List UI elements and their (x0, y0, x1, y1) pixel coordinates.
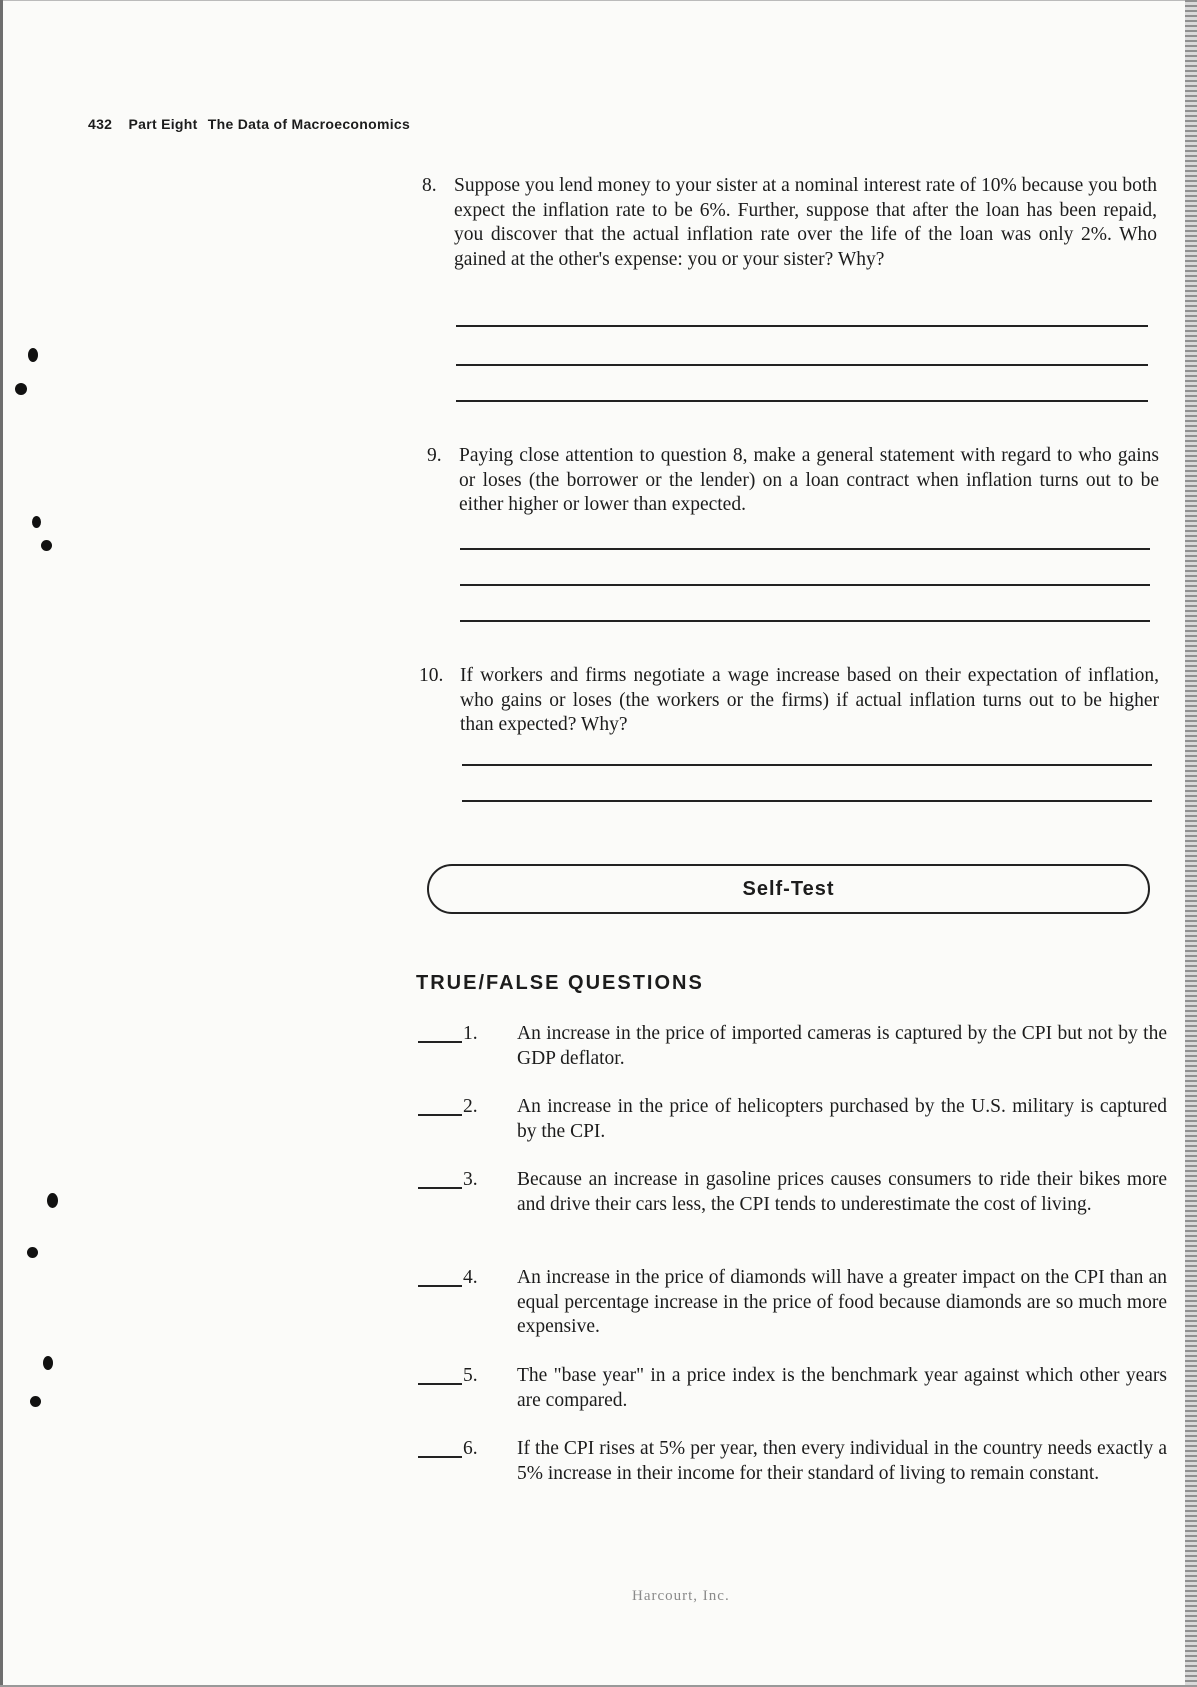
question-number: 9. (427, 445, 442, 466)
true-false-heading: TRUE/FALSE QUESTIONS (416, 972, 704, 994)
punch-hole (30, 1396, 41, 1407)
answer-line[interactable] (462, 800, 1152, 802)
punch-hole (47, 1193, 58, 1208)
tf-text: An increase in the price of imported cameras is captured by the CPI but not by the GDP deflator. (517, 1023, 1167, 1069)
tf-text: Because an increase in gasoline prices causes consumers to ride their bikes more and drive their cars less, the CPI tends to underestimate the cost of living. (517, 1169, 1167, 1215)
question-text: If workers and firms negotiate a wage increase based on their expectation of inflation, who gains or loses (the workers or the firms) if actual inflation turns out to be higher than expected? Why? (460, 665, 1159, 735)
tf-text: An increase in the price of diamonds will have a greater impact on the CPI than an equal percentage increase in the price of food because diamonds are so much more expensive. (517, 1267, 1167, 1337)
answer-blank[interactable] (418, 1114, 462, 1116)
tf-number: 4. (463, 1267, 478, 1288)
punch-hole (32, 516, 41, 528)
punch-hole (43, 1356, 53, 1370)
running-head (88, 116, 410, 132)
chapter-title: The Data of Macroeconomics (207, 116, 411, 132)
question-text: Suppose you lend money to your sister at a nominal interest rate of 10% because you both expect the inflation rate to be 6%. Further, suppose that after the loan has been repaid, you discover that the actual inflation rate over the life of the loan was only 2%. Who gained at the other's expense: you or your sister? Why? (454, 175, 1157, 270)
punch-hole (15, 383, 27, 395)
self-test-title: Self-Test (742, 878, 835, 900)
page-edge-right (1185, 0, 1197, 1687)
answer-blank[interactable] (418, 1456, 462, 1458)
tf-number: 1. (463, 1023, 478, 1044)
answer-line[interactable] (460, 620, 1150, 622)
answer-line[interactable] (456, 400, 1148, 402)
punch-hole (28, 348, 38, 362)
page-edge-left (0, 0, 3, 1687)
page-edge-top (0, 0, 1197, 1)
answer-blank[interactable] (418, 1041, 462, 1043)
tf-number: 3. (463, 1169, 478, 1190)
punch-hole (41, 540, 52, 551)
tf-number: 6. (463, 1438, 478, 1459)
tf-number: 5. (463, 1365, 478, 1386)
answer-line[interactable] (460, 584, 1150, 586)
answer-blank[interactable] (418, 1285, 462, 1287)
publisher-footer: Harcourt, Inc. (632, 1588, 730, 1604)
question-number: 8. (422, 175, 437, 196)
punch-hole (27, 1247, 38, 1258)
answer-line[interactable] (460, 548, 1150, 550)
tf-number: 2. (463, 1096, 478, 1117)
tf-text: If the CPI rises at 5% per year, then every individual in the country needs exactly a 5% increase in their income for their standard of living to remain constant. (517, 1438, 1167, 1484)
question-number: 10. (419, 665, 444, 686)
answer-blank[interactable] (418, 1187, 462, 1189)
answer-line[interactable] (462, 764, 1152, 766)
page-number: 432 (88, 116, 113, 132)
part-label: Part Eight (128, 116, 198, 132)
self-test-banner (427, 864, 1150, 914)
answer-line[interactable] (456, 364, 1148, 366)
tf-text: The "base year" in a price index is the benchmark year against which other years are compared. (517, 1365, 1167, 1411)
answer-line[interactable] (456, 325, 1148, 327)
question-text: Paying close attention to question 8, make a general statement with regard to who gains or loses (the borrower or the lender) on a loan contract when inflation turns out to be either higher or lower than expected. (459, 445, 1159, 515)
tf-text: An increase in the price of helicopters purchased by the U.S. military is captured by the CPI. (517, 1096, 1167, 1142)
answer-blank[interactable] (418, 1383, 462, 1385)
